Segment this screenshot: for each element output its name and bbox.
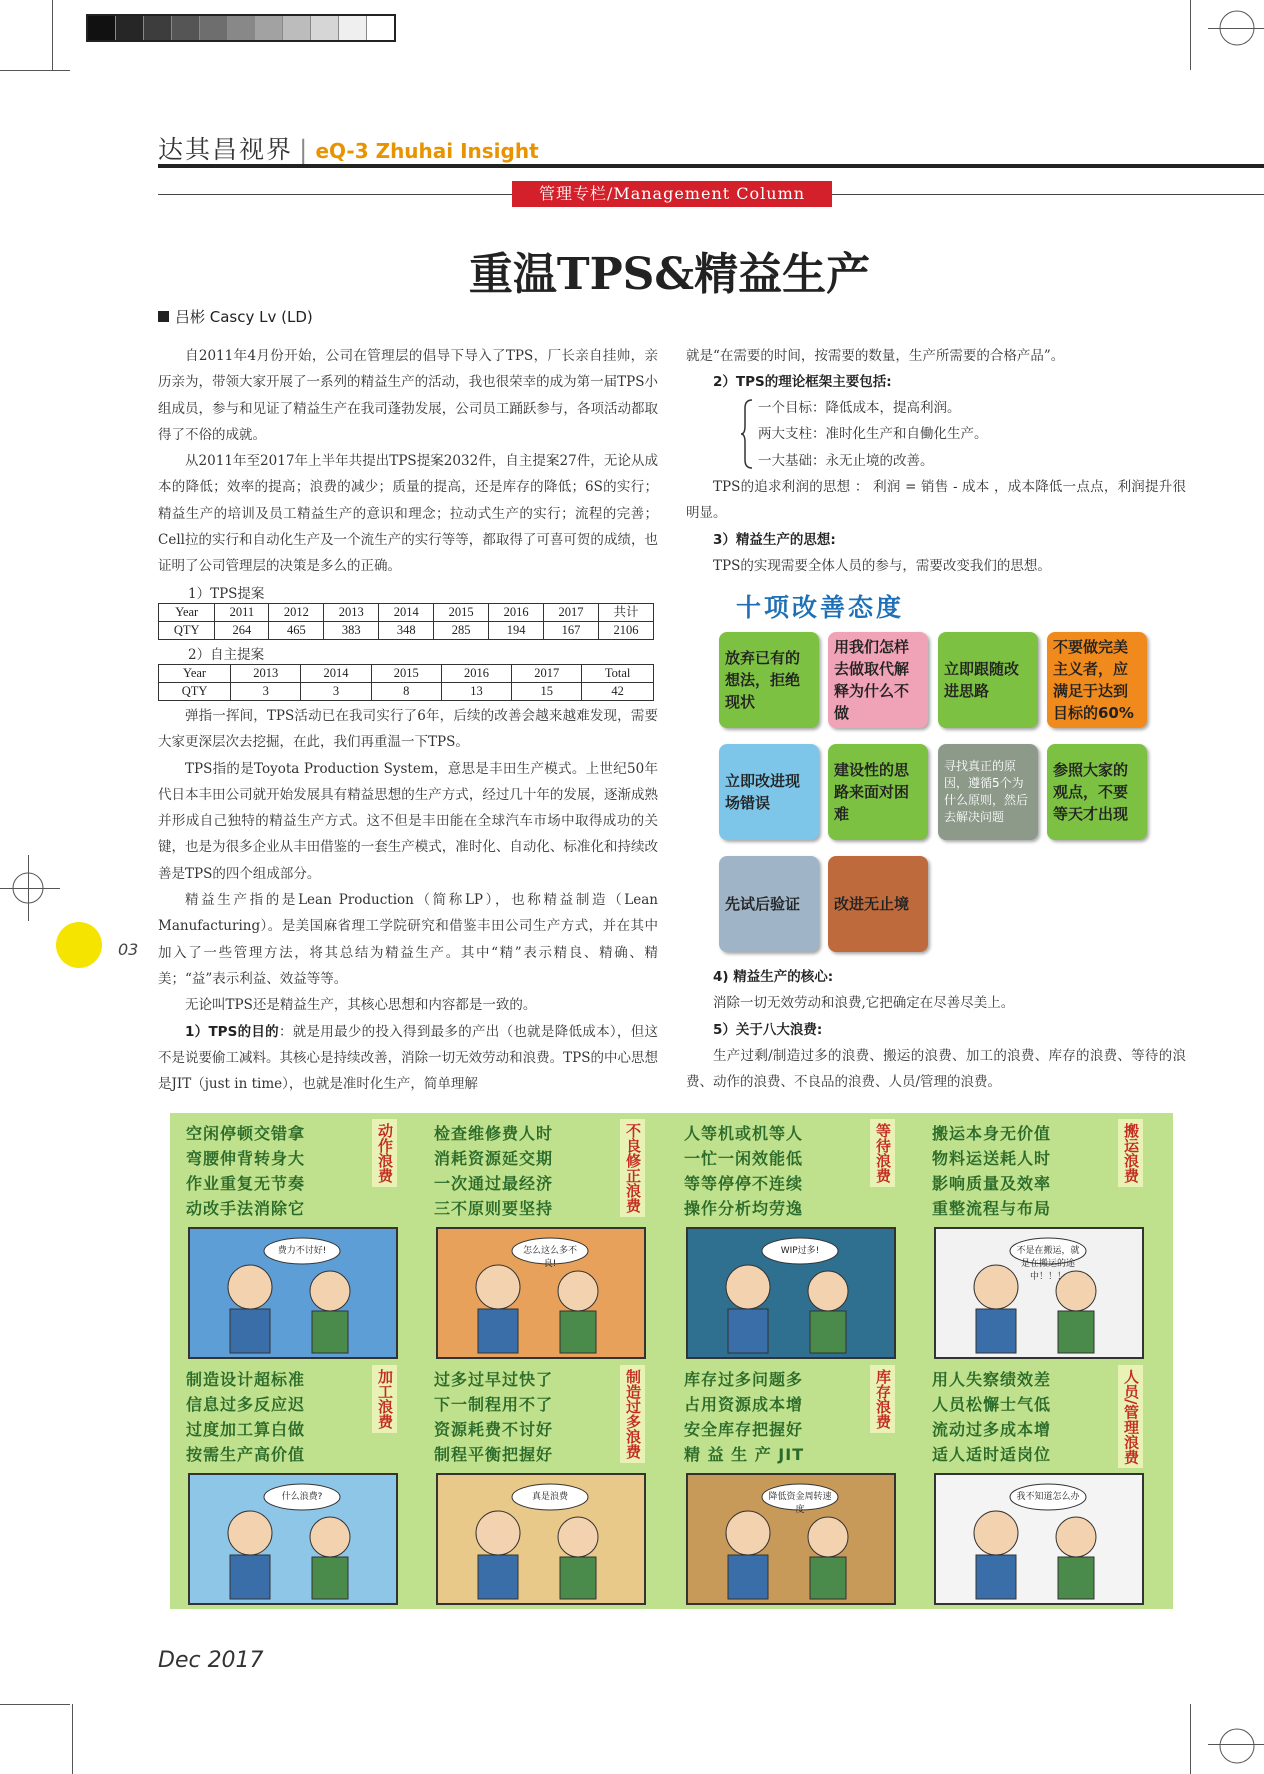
article-author: [158, 306, 313, 327]
waste-panel: [176, 1113, 424, 1359]
table-cell: 8: [371, 683, 441, 701]
brand-separator: |: [299, 135, 310, 164]
header-rule: [158, 164, 1264, 168]
waste-cartoon: [436, 1473, 646, 1605]
table-cell: QTY: [159, 622, 215, 640]
table-cell: 348: [379, 622, 434, 640]
cartoon-caption: 费力不讨好!: [277, 1246, 327, 1256]
table-cell: 15: [512, 683, 582, 701]
table-cell: 285: [434, 622, 489, 640]
waste-cartoon: [436, 1227, 646, 1359]
waste-rhyme-line: 占用资源成本增: [684, 1395, 804, 1414]
improvement-card: [719, 632, 819, 728]
waste-rhyme-line: 操作分析均劳逸: [684, 1199, 804, 1218]
table-cell: 2011: [215, 604, 269, 622]
swatch: [228, 16, 256, 40]
table-cell: 2016: [441, 665, 511, 683]
table-cell: 264: [215, 622, 269, 640]
waste-panel: [176, 1359, 424, 1605]
page-dot: [56, 922, 102, 968]
cartoon-caption: 降低资金周转速度: [768, 1492, 832, 1515]
waste-rhyme-line: 三不原则要坚持: [434, 1199, 554, 1218]
table-cell: 2016: [489, 604, 544, 622]
improvement-card-text: 放弃已有的想法，拒绝现状: [725, 649, 801, 711]
waste-title: 人员/管理浪费: [1118, 1365, 1143, 1468]
improvement-card: [828, 632, 928, 728]
improvement-card-text: 寻找真正的原因，遵循5个为什么原则，然后去解决问题: [944, 759, 1029, 824]
improvement-card: [719, 856, 819, 952]
swatch: [88, 16, 116, 40]
brand-chinese: 达其昌视界: [158, 135, 294, 164]
table-cell: 194: [489, 622, 544, 640]
waste-rhyme-line: 空闲停顿交错拿: [186, 1124, 306, 1143]
table-cell: 2106: [599, 622, 654, 640]
table-cell: Year: [159, 665, 231, 683]
waste-title: 等待浪费: [870, 1119, 895, 1187]
self-proposal-table: [158, 664, 654, 701]
cartoon-caption: 不是在搬运，就是在搬运的途中！！！: [1016, 1246, 1080, 1282]
waste-rhyme: [932, 1367, 1051, 1467]
waste-rhyme-line: 一次通过最经济: [434, 1174, 554, 1193]
paragraph: TPS指的是Toyota Production System，意思是丰田生产模式。上世纪50年代日本丰田公司就开始发展具有精益思想的生产方式，经过几十年的发展，逐渐成熟并形成自己独特的精益生产方式。这不但是丰田能在全球汽车市场中取得成功的关键，也是为很多企业从丰田借鉴的一套生产模式，准时化、自动化、标准化和持续改善是TPS的四个组成部分。: [158, 760, 658, 882]
cartoon-caption: 真是浪费: [531, 1492, 568, 1502]
waste-cartoon: [934, 1473, 1144, 1605]
page-number: 03: [118, 940, 139, 959]
swatch: [283, 16, 311, 40]
table-cell: 167: [544, 622, 599, 640]
improvement-card: [828, 856, 928, 952]
paragraph: 消除一切无效劳动和浪费,它把确定在尽善尽美上。: [713, 995, 1015, 1012]
waste-rhyme: [932, 1121, 1051, 1221]
swatch: [200, 16, 228, 40]
left-column: [158, 343, 658, 580]
cartoon-caption: 什么浪费?: [281, 1492, 323, 1502]
table-row: [159, 665, 654, 683]
purpose-text: ：就是用最少的投入得到最多的产出（也就是降低成本），但这不是说要偷工减料。其核心是持续改善，消除一切无效劳动和浪费。TPS的中心思想是JIT（just in time），也就是准时化生产，简单理解: [158, 1023, 658, 1093]
swatch: [367, 16, 394, 40]
waste-rhyme: [434, 1367, 553, 1467]
table-cell: 2012: [269, 604, 324, 622]
waste-rhyme-line: 动改手法消除它: [186, 1199, 306, 1218]
improvement-title: 十项改善态度: [735, 593, 905, 622]
table-cell: 2015: [434, 604, 489, 622]
swatch: [339, 16, 367, 40]
table-cell: Total: [582, 665, 654, 683]
waste-rhyme-line: 库存过多问题多: [684, 1370, 804, 1389]
author-bullet: [158, 311, 169, 322]
waste-panel: [424, 1113, 672, 1359]
waste-rhyme-line: 流动过多成本增: [932, 1420, 1052, 1439]
waste-rhyme-line: 下一制程用不了: [434, 1395, 554, 1414]
waste-title: 不良修正浪费: [620, 1119, 645, 1217]
waste-rhyme-line: 过多过早过快了: [434, 1370, 554, 1389]
waste-cartoon: [686, 1473, 896, 1605]
registration-mark: [1210, 1726, 1264, 1766]
waste-rhyme: [434, 1121, 553, 1221]
crop-mark: [1190, 1704, 1191, 1774]
improvement-card-text: 用我们怎样去做取代解释为什么不做: [834, 638, 910, 722]
waste-cartoon: [934, 1227, 1144, 1359]
waste-rhyme: [186, 1367, 305, 1467]
table-cell: 3: [231, 683, 301, 701]
waste-rhyme-line: 精 益 生 产 JIT: [684, 1445, 805, 1464]
waste-panel: [674, 1113, 922, 1359]
waste-rhyme-line: 资源耗费不讨好: [434, 1420, 554, 1439]
waste-heading: 5）关于八大浪费:: [713, 1021, 823, 1038]
paragraph: 就是“在需要的时间，按需要的数量，生产所需要的合格产品”。: [686, 348, 1065, 364]
waste-rhyme-line: 人等机或机等人: [684, 1124, 804, 1143]
swatch: [311, 16, 339, 40]
waste-title: 库存浪费: [870, 1365, 895, 1433]
table-cell: 42: [582, 683, 654, 701]
framework-list: [758, 395, 1178, 474]
waste-panel: [424, 1359, 672, 1605]
waste-rhyme-line: 信息过多反应迟: [186, 1395, 306, 1414]
waste-rhyme-line: 用人失察绩效差: [932, 1370, 1052, 1389]
waste-rhyme-line: 消耗资源延交期: [434, 1149, 554, 1168]
registration-mark: [8, 870, 48, 906]
framework-item: 一个目标：降低成本，提高利润。: [758, 400, 961, 416]
improvement-card-text: 改进无止境: [834, 895, 910, 913]
thought-heading: 3）精益生产的思想:: [713, 531, 836, 548]
improvement-card-text: 立即改进现场错误: [725, 772, 801, 812]
table-cell: QTY: [159, 683, 231, 701]
right-column-core: [686, 964, 1186, 1095]
improvement-card-text: 先试后验证: [725, 895, 801, 913]
table-cell: 2017: [544, 604, 599, 622]
brace-icon: [740, 398, 754, 470]
improvement-card: [828, 744, 928, 840]
eight-wastes-poster: [170, 1113, 1173, 1609]
waste-rhyme-line: 弯腰伸背转身大: [186, 1149, 306, 1168]
waste-rhyme: [186, 1121, 305, 1221]
table-cell: 383: [324, 622, 379, 640]
improvement-card: [1047, 632, 1147, 728]
waste-rhyme: [684, 1121, 803, 1221]
swatch: [144, 16, 172, 40]
waste-panel: [674, 1359, 922, 1605]
paragraph: 无论叫TPS还是精益生产，其核心思想和内容都是一致的。: [185, 997, 537, 1014]
left-column-continued: [158, 703, 658, 1097]
improvement-card: [938, 744, 1038, 840]
table-cell: 2015: [371, 665, 441, 683]
table-cell: 2013: [324, 604, 379, 622]
paragraph: 精益生产指的是Lean Production（简称LP），也称精益制造（Lean Manufacturing）。是美国麻省理工学院研究和借鉴丰田公司生产方式，并在其中加入了一些管理方法，将其总结为精益生产。其中“精”表示精良、精确、精美；“益”表示利益、效益等等。: [158, 892, 658, 987]
framework-item: 两大支柱：准时化生产和自働化生产。: [758, 426, 988, 443]
table-cell: Year: [159, 604, 215, 622]
table-cell: 共计: [599, 604, 654, 622]
waste-rhyme-line: 制程平衡把握好: [434, 1445, 554, 1464]
framework-item: 一大基础：永无止境的改善。: [758, 452, 934, 469]
improvement-card-text: 建设性的思路来面对困难: [834, 761, 910, 823]
waste-title: 搬运浪费: [1118, 1119, 1143, 1187]
crop-mark: [72, 1704, 73, 1774]
table-row: [159, 683, 654, 701]
waste-rhyme-line: 过度加工算白做: [186, 1420, 306, 1439]
crop-mark: [1190, 0, 1191, 70]
waste-panel: [922, 1359, 1170, 1605]
waste-rhyme-line: 重整流程与布局: [932, 1199, 1052, 1218]
improvement-card-text: 不要做完美主义者，应满足于达到目标的60%: [1053, 638, 1134, 722]
waste-title: 制造过多浪费: [620, 1365, 645, 1463]
waste-rhyme-line: 影响质量及效率: [932, 1174, 1052, 1193]
article-title: 重温TPS&精益生产: [468, 249, 871, 300]
cartoon-caption: 怎么这么多不良!: [522, 1246, 577, 1269]
magazine-brand: [158, 130, 539, 166]
swatch: [116, 16, 144, 40]
color-calibration-bar: [86, 14, 396, 42]
table-cell: 2014: [379, 604, 434, 622]
registration-mark: [1210, 8, 1264, 48]
table-cell: 465: [269, 622, 324, 640]
table-cell: 3: [301, 683, 371, 701]
waste-rhyme-line: 搬运本身无价值: [932, 1124, 1052, 1143]
paragraph: 生产过剩/制造过多的浪费、搬运的浪费、加工的浪费、库存的浪费、等待的浪费、动作的浪费、不良品的浪费、人员/管理的浪费。: [686, 1047, 1186, 1091]
crop-mark: [0, 70, 70, 71]
framework-heading: 2）TPS的理论框架主要包括:: [713, 374, 892, 391]
waste-rhyme-line: 物料运送耗人时: [932, 1149, 1052, 1168]
waste-rhyme-line: 一忙一闲效能低: [684, 1149, 804, 1168]
cartoon-caption: 我不知道怎么办: [1016, 1492, 1080, 1502]
cartoon-caption: WIP过多!: [780, 1246, 820, 1256]
paragraph: 从2011年至2017年上半年共提出TPS提案2032件，自主提案27件，无论从成本的降低；效率的提高；浪费的减少；质量的提高，还是库存的降低；6S的实行；精益生产的培训及员工精益生产的意识和理念；拉动式生产的实行；流程的完善；Cell拉的实行和自动化生产及一个流生产的实行等等，都取得了可喜可贺的成绩，也证明了公司管理层的决策是多么的正确。: [158, 453, 658, 575]
paragraph: 自2011年4月份开始，公司在管理层的倡导下导入了TPS，厂长亲自挂帅，亲历亲为，带领大家开展了一系列的精益生产的活动，我也很荣幸的成为第一届TPS小组成员，参与和见证了精益生产在我司蓬勃发展，公司员工踊跃参与，各项活动都取得了不俗的成就。: [158, 348, 658, 443]
column-tag: 管理专栏/Management Column: [512, 181, 832, 207]
swatch: [172, 16, 200, 40]
table-cell: 2014: [301, 665, 371, 683]
waste-title: 动作浪费: [372, 1119, 397, 1187]
waste-rhyme-line: 按需生产高价值: [186, 1445, 306, 1464]
waste-title: 加工浪费: [372, 1365, 397, 1433]
crop-mark: [0, 1704, 70, 1705]
waste-cartoon: [188, 1473, 398, 1605]
paragraph: TPS的实现需要全体人员的参与，需要改变我们的思想。: [713, 557, 1051, 574]
author-name: 吕彬 Cascy Lv (LD): [175, 308, 313, 326]
waste-rhyme-line: 适人适时适岗位: [932, 1445, 1052, 1464]
tps-proposal-table: [158, 603, 654, 640]
waste-cartoon: [188, 1227, 398, 1359]
waste-rhyme-line: 作业重复无节奏: [186, 1174, 306, 1193]
crop-mark: [52, 0, 53, 70]
waste-rhyme-line: 安全库存把握好: [684, 1420, 804, 1439]
waste-rhyme: [684, 1367, 804, 1467]
improvement-card-text: 立即跟随改进思路: [944, 660, 1020, 700]
paragraph: [158, 1019, 658, 1098]
purpose-heading: 1）TPS的目的: [185, 1023, 279, 1040]
paragraph: 弹指一挥间，TPS活动已在我司实行了6年，后续的改善会越来越难发现，需要大家更深层次去挖掘，在此，我们再重温一下TPS。: [158, 708, 658, 751]
brand-english: eQ-3 Zhuhai Insight: [315, 139, 539, 163]
table2-label: 2）自主提案: [188, 647, 265, 663]
right-column: [686, 343, 1186, 396]
table-row: [159, 622, 654, 640]
waste-cartoon: [686, 1227, 896, 1359]
waste-rhyme-line: 等等停停不连续: [684, 1174, 804, 1193]
table-cell: 13: [441, 683, 511, 701]
improvement-card-text: 参照大家的观点，不要等天才出现: [1053, 761, 1129, 823]
waste-rhyme-line: 制造设计超标准: [186, 1370, 306, 1389]
paragraph: TPS的追求利润的思想 ： 利润 = 销售 - 成本 ，成本降低一点点，利润提升很明显。: [686, 479, 1186, 522]
table-row: [159, 604, 654, 622]
table-cell: 2013: [231, 665, 301, 683]
core-heading: 4) 精益生产的核心:: [713, 969, 834, 985]
improvement-card: [938, 632, 1038, 728]
improvement-card: [1047, 744, 1147, 840]
waste-rhyme-line: 检查维修费人时: [434, 1124, 554, 1143]
issue-date: Dec 2017: [158, 1648, 264, 1673]
table-cell: 2017: [512, 665, 582, 683]
improvement-card: [719, 744, 819, 840]
waste-panel: [922, 1113, 1170, 1359]
right-column-profit: [686, 474, 1186, 579]
swatch: [255, 16, 283, 40]
table1-label: 1）TPS提案: [188, 586, 265, 602]
waste-rhyme-line: 人员松懈士气低: [932, 1395, 1052, 1414]
